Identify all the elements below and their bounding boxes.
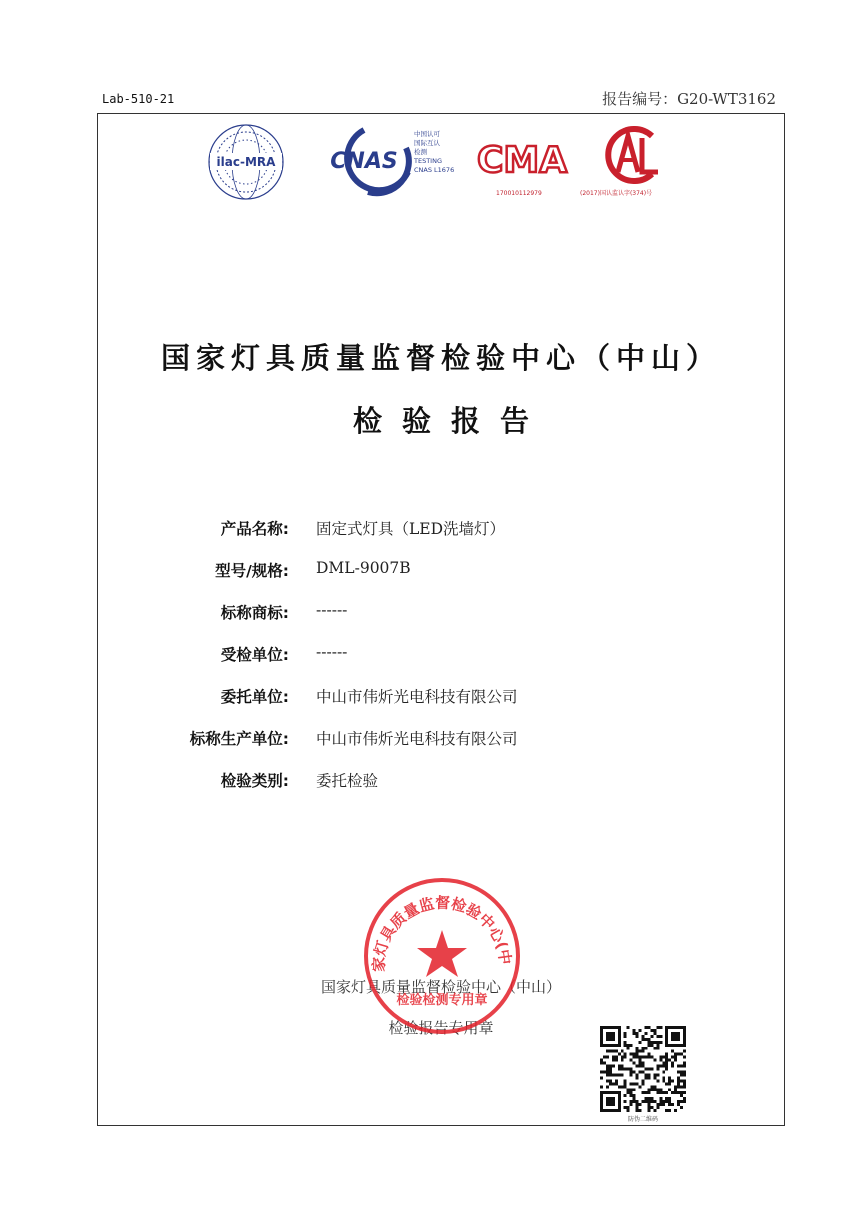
field-row-manufacturer <box>98 727 784 751</box>
ilac-globe-icon <box>206 122 286 202</box>
cnas-side-text: 中国认可 国际互认 检测 TESTING CNAS L1676 <box>414 130 455 174</box>
svg-text:国家灯具质量监督检验中心(中山): 家灯具质量监督检验中心(中 <box>369 893 515 973</box>
cnas-logo <box>316 126 412 196</box>
official-seal <box>360 874 524 1038</box>
field-row-product-name <box>98 517 784 541</box>
field-value: 中山市伟炘光电科技有限公司 <box>316 688 518 706</box>
field-row-client <box>98 685 784 709</box>
field-value: 固定式灯具（LED洗墙灯） <box>316 520 506 538</box>
field-value: DML-9007B <box>316 559 411 577</box>
cnas-emblem-icon <box>316 126 412 196</box>
cal-number: (2017)国认监认字(374)号 <box>580 190 653 197</box>
seal-star-icon <box>417 930 467 977</box>
field-label: 型号/规格: <box>215 562 289 580</box>
cal-mark-icon <box>578 124 678 186</box>
field-label: 委托单位: <box>220 688 289 706</box>
cal-logo <box>578 124 678 204</box>
issuer-name: 国家灯具质量监督检验中心（中山） <box>320 978 561 996</box>
field-label: 受检单位: <box>220 646 289 664</box>
svg-text:检验检测专用章: 检验检测专用章 <box>396 993 488 1008</box>
official-seal-stamp <box>360 874 524 1038</box>
field-label: 检验类别: <box>220 772 289 790</box>
report-number: 报告编号：G20-WT3162 <box>602 90 776 108</box>
report-subtitle: 检验报告 <box>352 404 549 438</box>
cma-number: 170010112979 <box>496 190 542 197</box>
field-label: 标称生产单位: <box>189 730 289 748</box>
field-value: 中山市伟炘光电科技有限公司 <box>316 730 518 748</box>
ilac-mra-logo <box>206 122 286 202</box>
field-row-trademark <box>98 601 784 625</box>
report-frame <box>97 113 785 1126</box>
field-value: 委托检验 <box>316 772 379 790</box>
field-row-inspected-unit <box>98 643 784 667</box>
field-label: 产品名称: <box>220 520 289 538</box>
field-row-inspection-type <box>98 769 784 793</box>
field-value: ------ <box>316 643 348 661</box>
cma-mark-icon <box>476 132 568 182</box>
field-row-model <box>98 559 784 583</box>
field-value: ------ <box>316 601 348 619</box>
qr-caption: 防伪二维码 <box>627 1116 658 1123</box>
svg-text:ilac-MRA: ilac-MRA <box>216 155 276 169</box>
form-code: Lab-510-21 <box>102 92 175 106</box>
qr-code-icon <box>600 1026 686 1112</box>
accreditation-logos <box>98 114 784 224</box>
report-title: 国家灯具质量监督检验中心（中山） <box>160 341 721 375</box>
svg-text:CMA: CMA <box>476 140 568 181</box>
issuer-seal-label: 检验报告专用章 <box>388 1019 494 1037</box>
qr-code[interactable] <box>600 1026 686 1112</box>
field-label: 标称商标: <box>220 604 289 622</box>
svg-text:CNAS: CNAS <box>330 149 398 174</box>
cma-logo <box>476 132 568 202</box>
